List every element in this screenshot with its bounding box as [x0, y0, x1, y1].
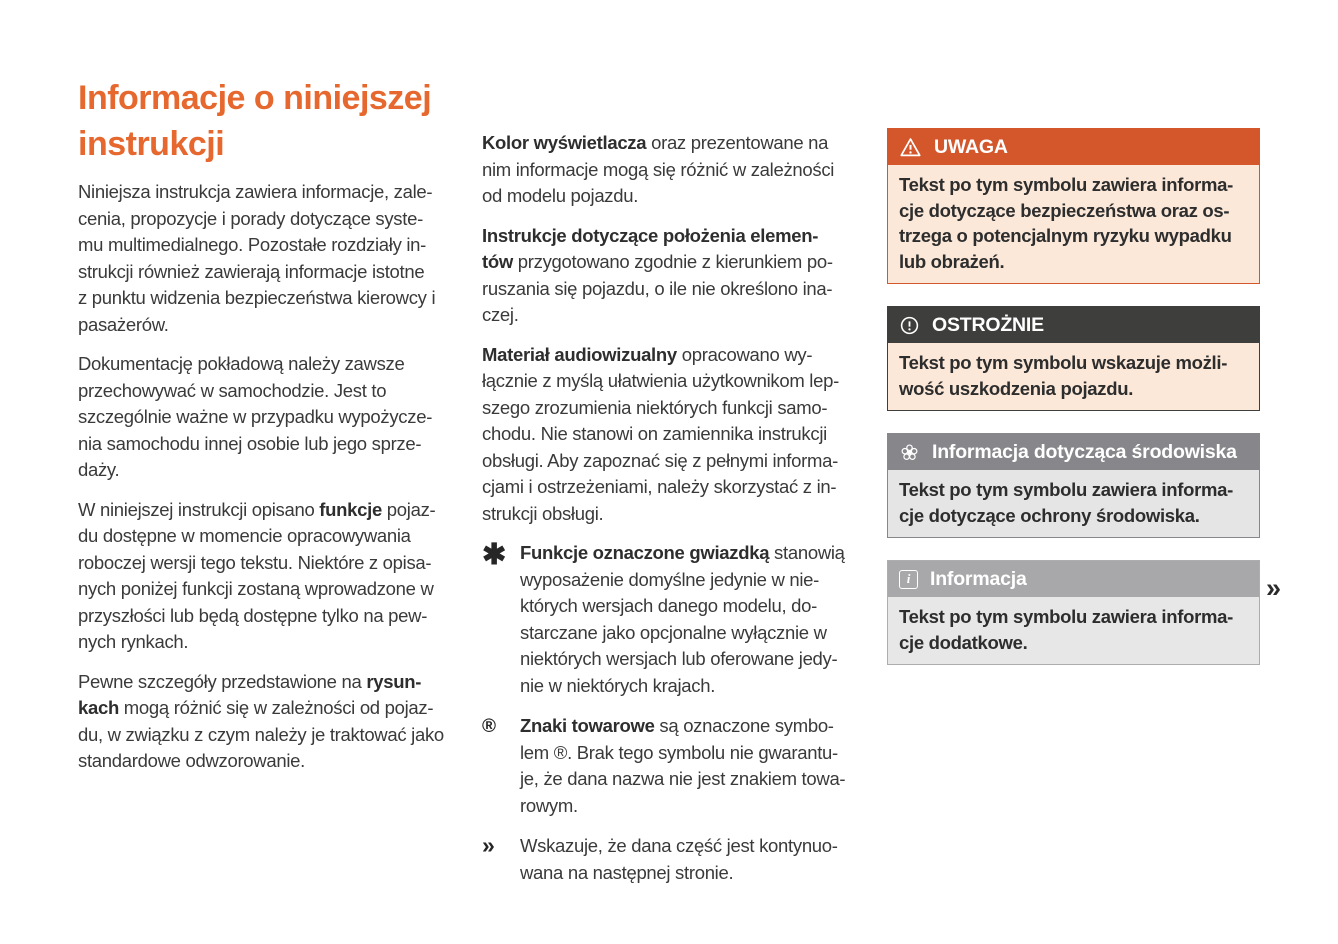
paragraph-display-color: Kolor wyświetlacza oraz prezentowane na nim informacje mogą się różnić w zależności od modelu pojazdu.	[482, 132, 835, 206]
callout-caution-body: Tekst po tym symbolu wskazuje możli- wość uszkodzenia pojazdu.	[888, 343, 1259, 410]
callout-warning-header	[888, 129, 1259, 165]
paragraph-element-position: Instrukcje dotyczące położenia elemen- tów przygotowano zgodnie z kierunkiem po- ruszania się pojazdu, o ile nie określono ina- czej.	[482, 224, 833, 325]
list-item-text: Funkcje oznaczone gwiazdką stanowią wyposażenie domyślne jedynie w nie- których wersjach danego modelu, do- starczane jako opcjonalne wyłącznie w niektórych wersjach lub oferowane jedy- nie w niektórych krajach.	[520, 542, 845, 696]
paragraph-documentation: Dokumentację pokładową należy zawsze przechowywać w samochodzie. Jest to szczególnie ważne w przypadku wypożycze- nia samochodu innej osobie lub jego sprze- daży.	[78, 353, 433, 480]
callout-environment-header	[888, 434, 1259, 470]
middle-column	[482, 130, 862, 900]
asterisk-symbol: ✱	[482, 539, 506, 571]
paragraph-audiovisual: Materiał audiowizualny opracowano wy- łącznie z myślą ułatwienia użytkownikom lep- szego zrozumienia niektórych funkcji samo- chodu. Nie stanowi on zamiennika instrukcji obsługi. Aby zapoznać się z pełnymi informa- cjami i ostrzeżeniami, należy skorzystać z in- strukcji obsługi.	[482, 343, 839, 524]
callout-environment	[887, 433, 1260, 538]
warning-triangle-icon	[899, 136, 922, 159]
continuation-chevrons-symbol: »	[482, 832, 494, 858]
page-continuation-marker: »	[1266, 573, 1281, 603]
callout-info-label: Informacja	[930, 567, 1027, 590]
callout-info-header	[888, 561, 1259, 597]
circle-exclamation-icon	[899, 315, 920, 336]
left-column	[78, 75, 454, 788]
registered-trademark-symbol: ®	[482, 716, 496, 737]
callout-caution-header	[888, 307, 1259, 343]
callout-environment-body: Tekst po tym symbolu zawiera informa- cje dotyczące ochrony środowiska.	[888, 470, 1259, 537]
list-item-star-functions	[482, 540, 862, 699]
paragraph-figures: Pewne szczegóły przedstawione na rysun- kach mogą różnić się w zależności od pojaz- du, w związku z czym należy je traktować jako standardowe odwzorowanie.	[78, 670, 444, 771]
right-column	[887, 128, 1281, 687]
callout-warning	[887, 128, 1260, 284]
list-item-text: Znaki towarowe są oznaczone symbo- lem ®. Brak tego symbolu nie gwarantu- je, że dana nazwa nie jest znakiem towa- rowym.	[520, 715, 846, 816]
list-item-continuation	[482, 833, 862, 886]
list-item-text: Wskazuje, że dana część jest kontynuo- wana na następnej stronie.	[520, 835, 838, 883]
callout-info-body: Tekst po tym symbolu zawiera informa- cje dodatkowe.	[888, 597, 1259, 664]
callout-info	[887, 560, 1260, 665]
callout-caution-label: OSTROŻNIE	[932, 313, 1044, 336]
callout-caution	[887, 306, 1260, 411]
info-icon: i	[899, 570, 918, 589]
callout-warning-body: Tekst po tym symbolu zawiera informa- cje dotyczące bezpieczeństwa oraz os- trzega o potencjalnym ryzyku wypadku lub obrażeń.	[888, 165, 1259, 283]
paragraph-functions: W niniejszej instrukcji opisano funkcje pojaz- du dostępne w momencie opracowywania roboczej wersji tego tekstu. Niektóre z opisa- nych poniżej funkcji zostaną wprowadzone w przyszłości lub będą dostępne tylko na pew- nych rynkach.	[78, 498, 436, 652]
callout-warning-label: UWAGA	[934, 135, 1008, 158]
page-title: Informacje o niniejszej instrukcji	[78, 79, 432, 163]
paragraph-intro: Niniejsza instrukcja zawiera informacje, zale- cenia, propozycje i porady dotyczące syste- mu multimedialnego. Pozostałe rozdziały in- strukcji również zawierają informacje istotne z punktu widzenia bezpieczeństwa kierowcy i pasażerów.	[78, 181, 436, 335]
list-item-trademarks	[482, 713, 862, 819]
flower-icon	[899, 442, 920, 463]
callout-environment-label: Informacja dotycząca środowiska	[932, 440, 1237, 463]
